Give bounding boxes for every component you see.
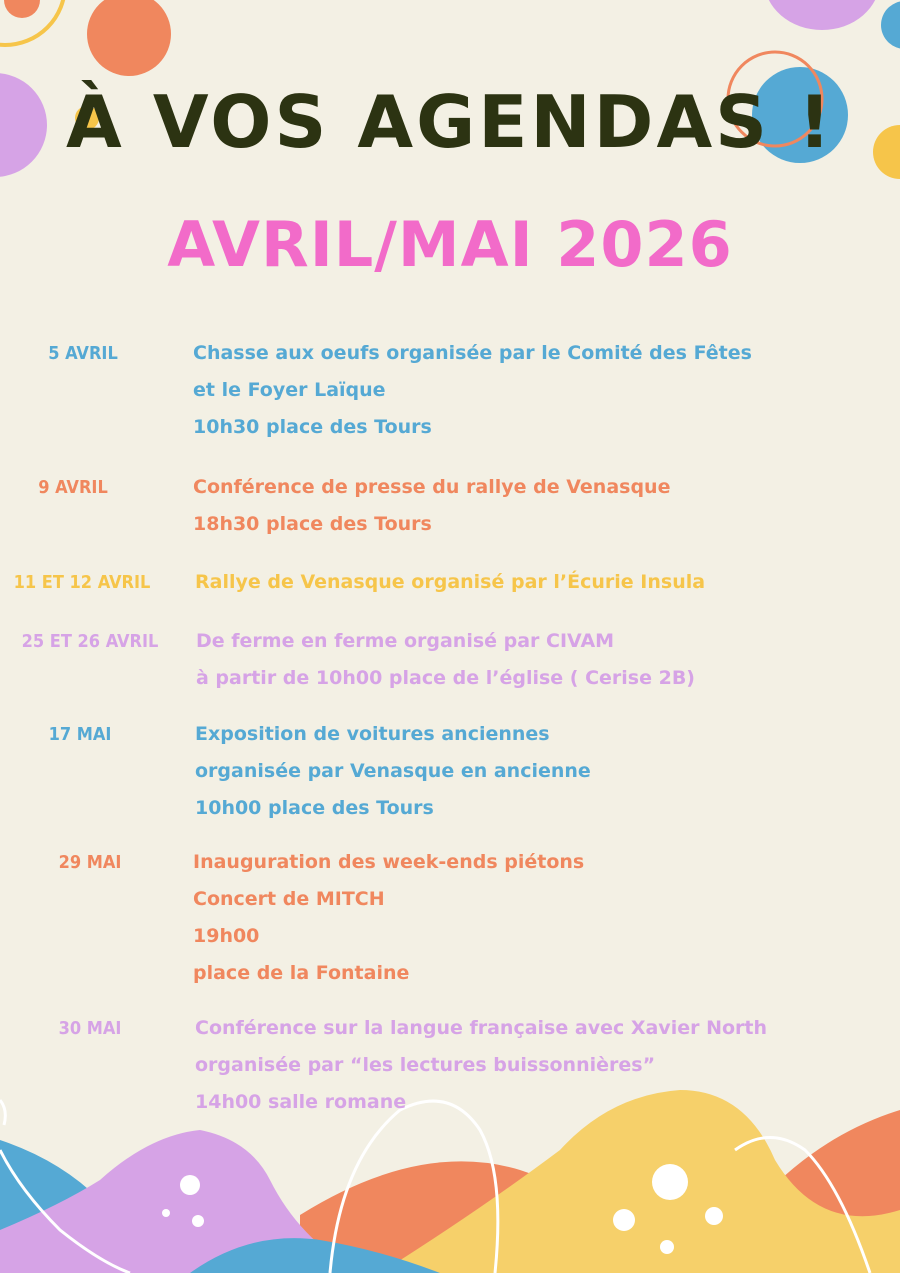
event-details <box>196 623 695 697</box>
event-date: 11 ET 12 AVRIL <box>13 572 151 593</box>
event-date: 17 MAI <box>48 724 112 745</box>
event-detail-line: place de la Fontaine <box>193 962 410 984</box>
poster-subtitle: AVRIL/MAI 2026 <box>167 208 733 281</box>
event-details <box>193 469 670 543</box>
event-detail-line: 14h00 salle romane <box>195 1091 407 1113</box>
event-detail-line: De ferme en ferme organisé par CIVAM <box>196 630 615 652</box>
event-detail-line: 18h30 place des Tours <box>193 513 432 535</box>
event-date: 9 AVRIL <box>38 477 108 498</box>
event-date: 25 ET 26 AVRIL <box>21 631 159 652</box>
decor-dot-white <box>660 1240 674 1254</box>
event-details <box>195 1010 767 1121</box>
decor-circle-orange-small <box>4 0 40 18</box>
event-detail-line: Conférence sur la langue française avec Xavier North <box>195 1017 768 1039</box>
event-detail-line: Exposition de voitures anciennes <box>195 723 550 745</box>
decor-circle-purple-top <box>764 0 880 30</box>
poster-title: À VOS AGENDAS ! <box>66 80 834 164</box>
event-detail-line: 10h30 place des Tours <box>193 416 432 438</box>
event-detail-line: 19h00 <box>193 925 260 947</box>
decor-dot-white <box>192 1215 204 1227</box>
event-detail-line: Concert de MITCH <box>193 888 385 910</box>
event-detail-line: Conférence de presse du rallye de Venasque <box>193 476 671 498</box>
decor-dot-white <box>652 1164 688 1200</box>
event-details <box>195 716 591 827</box>
event-date: 30 MAI <box>58 1018 122 1039</box>
event-detail-line: Chasse aux oeufs organisée par le Comité des Fêtes <box>193 342 752 364</box>
event-date: 5 AVRIL <box>48 343 118 364</box>
decor-dot-white <box>705 1207 723 1225</box>
event-detail-line: Rallye de Venasque organisé par l’Écurie Insula <box>195 571 706 593</box>
event-details <box>193 844 584 992</box>
decor-line-white-corner <box>0 1100 5 1125</box>
decor-circle-orange <box>87 0 171 76</box>
event-detail-line: Inauguration des week-ends piétons <box>193 851 585 873</box>
decor-circle-blue-edge <box>881 1 900 49</box>
decor-dot-white <box>180 1175 200 1195</box>
event-details <box>193 335 752 446</box>
event-detail-line: à partir de 10h00 place de l’église ( Cerise 2B) <box>196 667 695 689</box>
event-details <box>195 564 705 601</box>
event-date: 29 MAI <box>58 852 122 873</box>
event-detail-line: organisée par “les lectures buissonnières” <box>195 1054 656 1076</box>
event-detail-line: 10h00 place des Tours <box>195 797 434 819</box>
decor-dot-white <box>613 1209 635 1231</box>
event-detail-line: et le Foyer Laïque <box>193 379 386 401</box>
decor-dot-white <box>162 1209 170 1217</box>
event-detail-line: organisée par Venasque en ancienne <box>195 760 591 782</box>
